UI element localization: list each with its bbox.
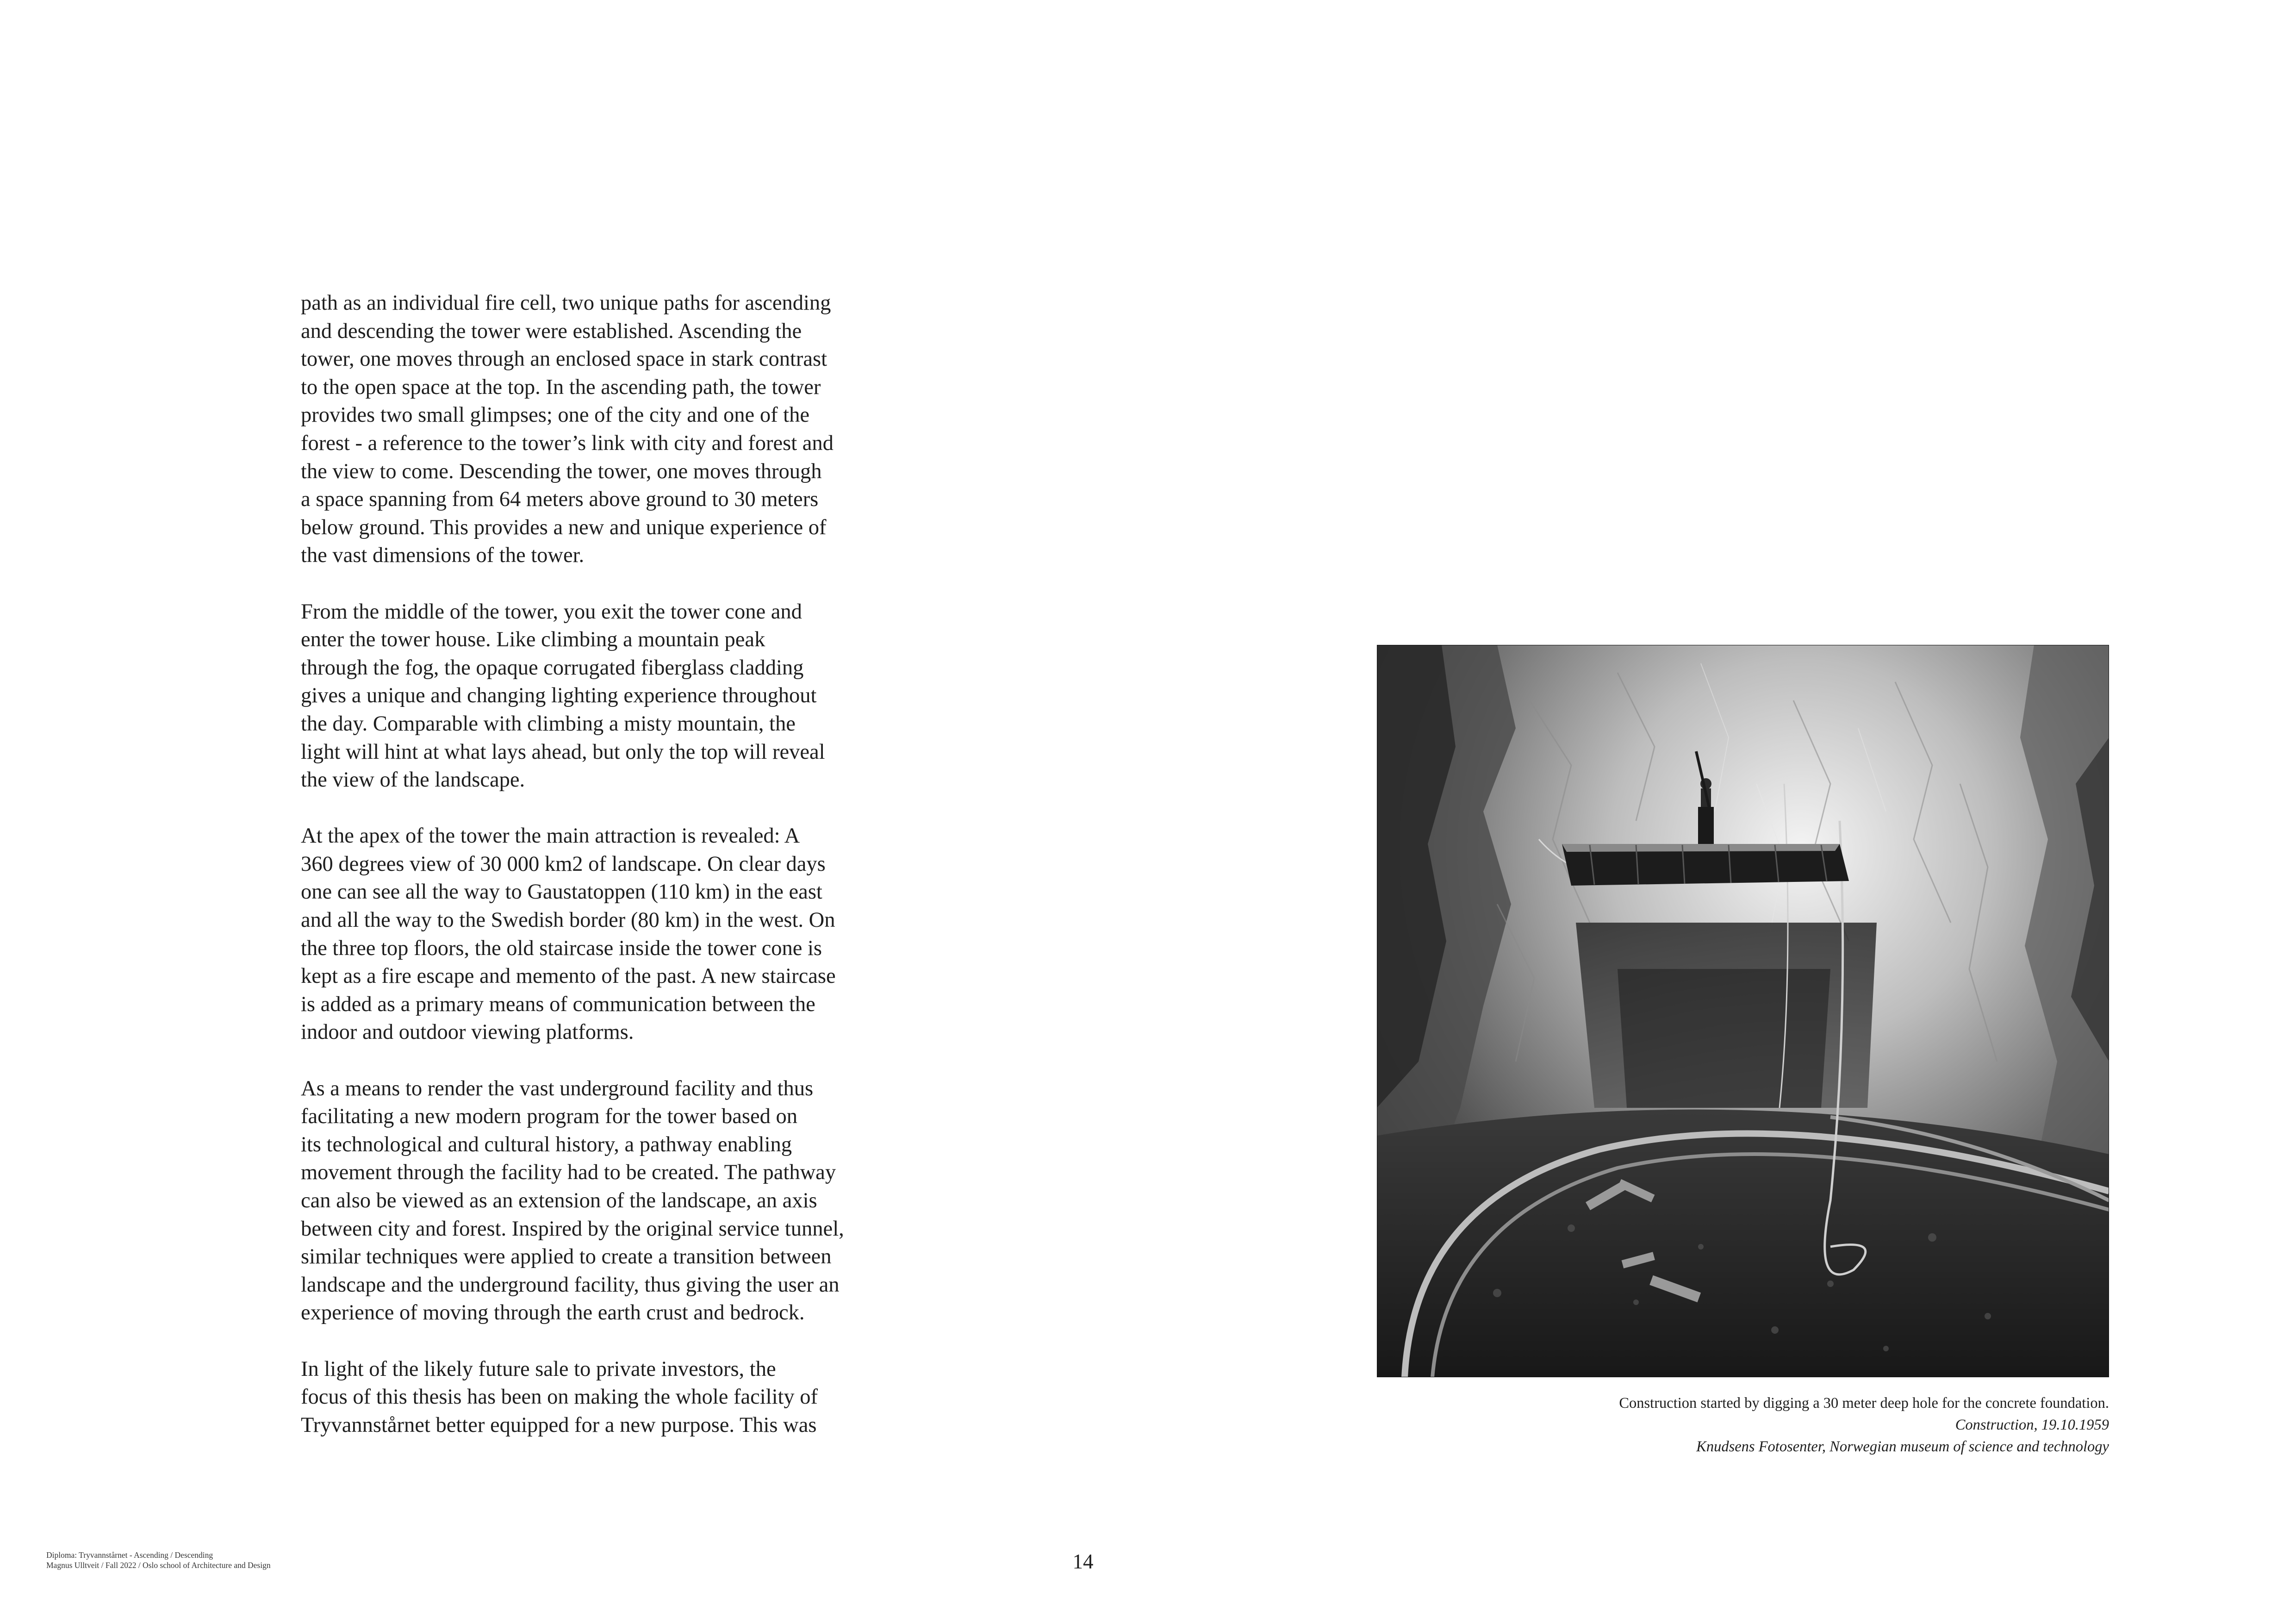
paragraph-5: In light of the likely future sale to private investors, the focus of this thesis has been on making the whole facility of Tryvannstårnet better equipped for a new purpose. This was <box>301 1357 818 1437</box>
paragraph-3: At the apex of the tower the main attraction is revealed: A 360 degrees view of 30 000 km2 of landscape. On clear days one can see all the way to Gaustatoppen (110 km) in the east and all the way to the Swedish border (80 km) in the west. On the three top floors, the old staircase inside the tower cone is kept as a fire escape and memento of the past. A new staircase is added as a primary means of communication between the indoor and outdoor viewing platforms. <box>301 824 836 1044</box>
caption-text: Construction started by digging a 30 meter deep hole for the concrete foundation. <box>1619 1395 2109 1412</box>
paragraph-2: From the middle of the tower, you exit the tower cone and enter the tower house. Like climbing a mountain peak through the fog, the opaque corrugated fiberglass cladding gives a unique and changing lighting experience throughout the day. Comparable with climbing a misty mountain, the light will hint at what lays ahead, but only the top will reveal the view of the landscape. <box>301 600 825 792</box>
caption-credit: Knudsens Fotosenter, Norwegian museum of science and technology <box>1696 1438 2109 1455</box>
footer-metadata <box>46 1550 271 1570</box>
paragraph-4: As a means to render the vast underground facility and thus facilitating a new modern program for the tower based on its technological and cultural history, a pathway enabling movement through the facility had to be created. The pathway can also be viewed as an extension of the landscape, an axis between city and forest. Inspired by the original service tunnel, similar techniques were applied to create a transition between landscape and the underground facility, thus giving the user an experience of moving through the earth crust and bedrock. <box>301 1076 844 1325</box>
caption-title-date: Construction, 19.10.1959 <box>1955 1417 2109 1433</box>
body-text-column <box>301 289 870 1439</box>
paragraph-1: path as an individual fire cell, two unique paths for ascending and descending the tower were established. Ascending the tower, one moves through an enclosed space in stark contrast to the open space at the top. In the ascending path, the tower provides two small glimpses; one of the city and one of the forest - a reference to the tower’s link with city and forest and the view to come. Descending the tower, one moves through a space spanning from 64 meters above ground to 30 meters below ground. This provides a new and unique experience of the vast dimensions of the tower. <box>301 291 834 568</box>
construction-photo <box>1377 645 2109 1377</box>
page-number: 14 <box>1072 1550 1094 1573</box>
figure-caption <box>1377 1393 2109 1458</box>
footer-line-1: Diploma: Tryvannstårnet - Ascending / Descending <box>46 1550 213 1560</box>
footer-line-2: Magnus Ulltveit / Fall 2022 / Oslo school of Architecture and Design <box>46 1561 271 1570</box>
